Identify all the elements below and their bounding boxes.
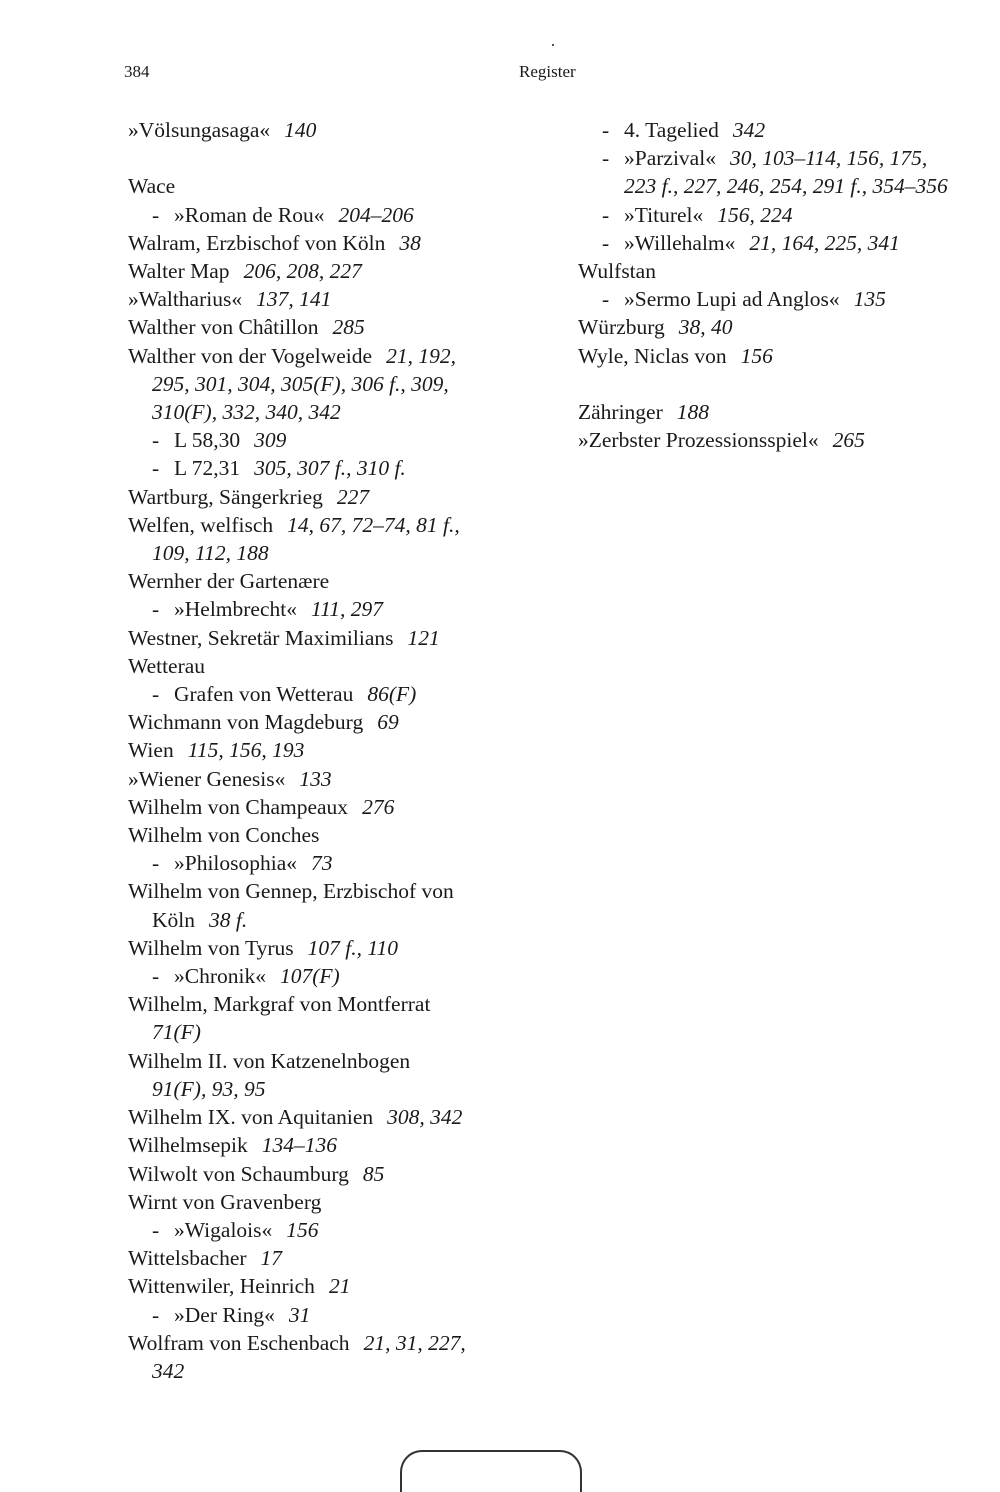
entry-term: Wirnt von Gravenberg [128,1189,322,1214]
running-head: Register [519,62,576,81]
index-entry [128,229,548,257]
entry-pages: 308, 342 [387,1105,463,1130]
index-subentry [128,1301,548,1329]
entry-pages-continued: 71(F) [152,1020,201,1045]
entry-term: Wilhelm von Tyrus [128,935,294,960]
entry-pages: 38, 40 [678,315,733,340]
index-subentry [578,285,988,313]
index-subentry [128,454,548,482]
entry-pages: 285 [332,315,365,340]
index-entry [128,313,548,341]
index-entry [128,511,548,567]
subentry-dash: - [152,964,160,989]
entry-pages: 134–136 [261,1133,338,1158]
entry-term: »Titurel« [624,202,704,227]
entry-term: Wilhelmsepik [128,1133,248,1158]
entry-pages: 38 f. [209,907,248,932]
index-entry [128,1103,548,1131]
index-subentry [128,595,548,623]
entry-pages: 265 [832,428,865,453]
entry-pages: 188 [676,400,710,425]
entry-pages: 305, 307 f., 310 f. [254,456,406,481]
entry-pages: 156 [740,343,773,368]
index-entry [128,1244,548,1272]
entry-term: »Der Ring« [174,1302,275,1327]
entry-pages: 21 [328,1274,351,1299]
entry-term: Wilhelm II. von Katzenelnbogen [128,1048,411,1073]
entry-term: »Willehalm« [624,230,736,255]
index-entry [578,313,988,341]
index-entry [128,483,548,511]
entry-term: »Zerbster Prozessionsspiel« [578,428,819,453]
entry-term: »Waltharius« [128,287,243,312]
index-entry [578,398,988,426]
speck-mark [552,44,554,46]
entry-term: »Sermo Lupi ad Anglos« [624,287,840,312]
entry-term: Welfen, welfisch [128,512,274,537]
entry-term: Wetterau [128,653,206,678]
index-entry [128,934,548,962]
index-subentry [128,426,548,454]
index-entry [128,990,548,1046]
subentry-dash: - [152,1217,160,1242]
entry-term: Wilhelm IX. von Aquitanien [128,1105,374,1130]
index-entry [128,1047,548,1103]
entry-pages-continued: 342 [152,1358,185,1383]
entry-term: Wien [128,738,174,763]
entry-pages: 21, 164, 225, 341 [749,230,900,255]
entry-pages: 30, 103–114, 156, 175, [729,146,928,171]
index-subentry [128,1216,548,1244]
entry-pages: 73 [311,851,333,876]
entry-term: L 72,31 [174,456,241,481]
entry-pages: 115, 156, 193 [187,738,305,763]
subentry-dash: - [152,1302,160,1327]
entry-pages: 156, 224 [717,202,793,227]
entry-pages: 227 [336,484,370,509]
entry-term: Wace [128,174,176,199]
index-entry [128,285,548,313]
entry-pages-continued: 295, 301, 304, 305(F), 306 f., 309, [152,371,449,396]
entry-term: Wyle, Niclas von [578,343,727,368]
entry-term: »Wiener Genesis« [128,766,286,791]
index-entry [128,116,548,144]
entry-term: Wartburg, Sängerkrieg [128,484,323,509]
entry-term-continued: Köln [152,907,195,932]
entry-term: Walram, Erzbischof von Köln [128,230,386,255]
index-entry [128,736,548,764]
subentry-dash: - [152,597,160,622]
entry-pages: 21, 192, [386,343,456,368]
entry-pages: 309 [254,428,287,453]
entry-pages: 69 [377,710,399,735]
index-subentry [128,849,548,877]
entry-term: »Philosophia« [174,851,298,876]
index-entry [128,257,548,285]
index-entry [578,342,988,370]
index-entry [128,821,548,849]
index-entry [128,877,548,933]
entry-pages-continued: 310(F), 332, 340, 342 [152,400,341,425]
entry-pages: 111, 297 [311,597,384,622]
index-entry [128,1160,548,1188]
index-subentry [578,229,988,257]
entry-pages: 156 [286,1217,319,1242]
index-subentry [578,116,988,144]
entry-pages: 38 [399,230,421,255]
index-entry [578,426,988,454]
entry-term: »Helmbrecht« [174,597,297,622]
entry-term: Walter Map [128,259,230,283]
entry-term: Wolfram von Eschenbach [128,1330,350,1355]
subentry-dash: - [152,456,160,481]
entry-pages: 107 f., 110 [307,935,399,960]
entry-term: Wilhelm von Champeaux [128,794,349,819]
entry-pages: 140 [284,118,317,142]
entry-pages-continued: 223 f., 227, 246, 254, 291 f., 354–356 [624,174,948,199]
index-entry [128,1188,548,1216]
index-subentry [128,201,548,229]
entry-pages: 17 [260,1246,283,1271]
index-entry [128,342,548,427]
entry-term: 4. Tagelied [624,118,719,142]
index-entry [128,1131,548,1159]
subentry-dash: - [152,428,160,453]
subentry-dash: - [152,202,160,227]
index-entry [128,172,548,200]
subentry-dash: - [602,202,610,227]
entry-term: Zähringer [578,400,663,425]
entry-pages: 14, 67, 72–74, 81 f., [287,512,460,537]
entry-term: Walther von der Vogelweide [128,343,373,368]
entry-term: Westner, Sekretär Maximilians [128,625,394,650]
entry-term: »Völsungasaga« [128,118,271,142]
index-entry [128,652,548,680]
entry-term: Wilhelm, Markgraf von Montferrat [128,992,431,1017]
entry-pages: 31 [288,1302,311,1327]
entry-pages: 276 [362,794,395,819]
subentry-dash: - [152,851,160,876]
entry-term: Würzburg [578,315,665,340]
index-entry [128,708,548,736]
index-subentry [578,201,988,229]
index-subentry [128,962,548,990]
section-gap [578,370,988,398]
entry-term: Wilwolt von Schaumburg [128,1161,349,1186]
entry-pages: 133 [299,766,332,791]
index-entry [128,567,548,595]
entry-pages: 107(F) [279,964,340,989]
entry-pages: 204–206 [338,202,414,227]
entry-term: »Chronik« [174,964,266,989]
index-entry [128,793,548,821]
entry-pages: 206, 208, 227 [243,259,362,283]
entry-term: Grafen von Wetterau [174,682,354,707]
index-subentry [578,144,988,200]
index-entry [128,1329,548,1385]
subentry-dash: - [152,682,160,707]
entry-term: Wittelsbacher [128,1246,247,1271]
subentry-dash: - [602,287,610,312]
entry-pages: 85 [362,1161,385,1186]
entry-pages: 21, 31, 227, [363,1330,466,1355]
entry-term: L 58,30 [174,428,241,453]
index-column-right [578,116,988,454]
entry-pages: 342 [732,118,766,142]
index-column-left [128,116,548,1385]
subentry-dash: - [602,230,610,255]
entry-term: Wichmann von Magdeburg [128,710,364,735]
subentry-dash: - [602,118,610,142]
index-entry [578,257,988,285]
entry-term: Wernher der Gartenære [128,569,330,594]
index-subentry [128,680,548,708]
page-number: 384 [124,62,150,81]
entry-pages-continued: 91(F), 93, 95 [152,1076,266,1101]
entry-term: Wilhelm von Gennep, Erzbischof von [128,879,454,904]
entry-pages: 86(F) [367,682,417,707]
library-stamp-outline [400,1450,582,1492]
entry-pages: 121 [407,625,440,650]
subentry-dash: - [602,146,610,171]
section-gap [128,144,548,172]
entry-term: »Wigalois« [174,1217,273,1242]
entry-term: Wilhelm von Conches [128,823,320,848]
entry-pages: 137, 141 [256,287,332,312]
index-entry [128,765,548,793]
entry-pages: 135 [853,287,886,312]
entry-term: Wittenwiler, Heinrich [128,1274,315,1299]
entry-term: Wulfstan [578,259,656,284]
index-entry [128,1272,548,1300]
index-entry [128,624,548,652]
entry-term: »Roman de Rou« [174,202,325,227]
entry-term: »Parzival« [624,146,716,171]
entry-pages-continued: 109, 112, 188 [152,541,269,566]
entry-term: Walther von Châtillon [128,315,319,340]
